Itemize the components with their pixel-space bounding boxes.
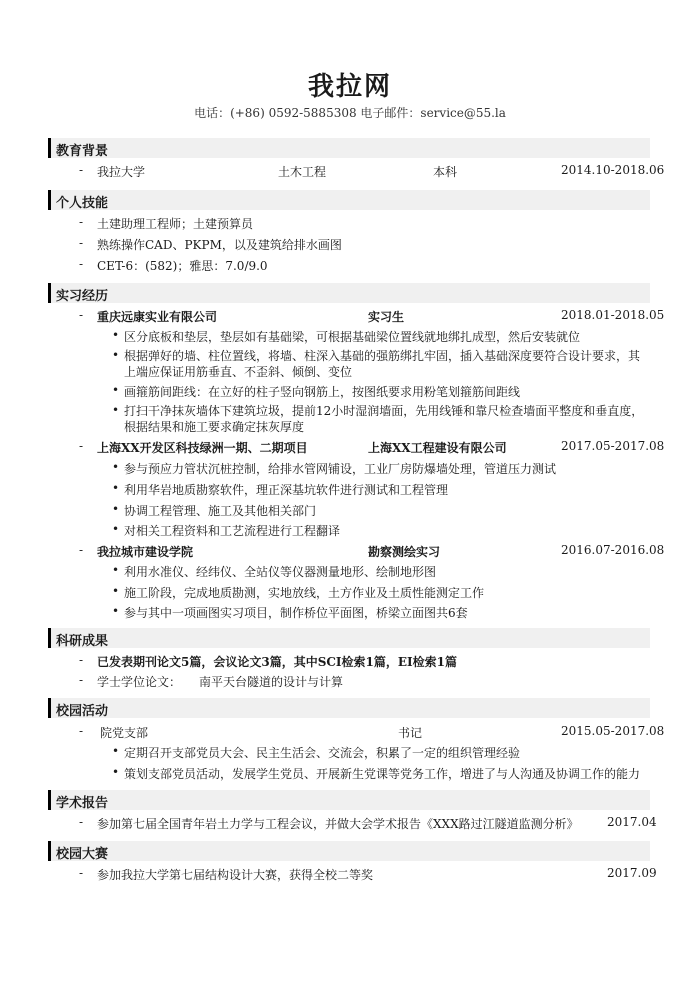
section-marker (48, 841, 51, 861)
school-name: 我拉大学 (97, 165, 146, 179)
job-detail: 对相关工程资料和工艺流程进行工程翻译 (124, 524, 341, 538)
campus-detail: 定期召开支部党员大会、民主生活会、交流会，积累了一定的组织管理经验 (124, 746, 521, 760)
education-date: 2014.10-2018.06 (561, 163, 665, 177)
job-detail: 区分底板和垫层，垫层如有基础梁，可根据基础梁位置线就地绑扎成型，然后安装就位 (124, 330, 581, 344)
job-detail: 参与预应力管状沉桩控制，给排水管网铺设，工业厂房防爆墙处理，管道压力测试 (124, 462, 557, 476)
section-contest (48, 841, 650, 861)
contest-date: 2017.09 (607, 866, 657, 880)
org-name: 院党支部 (100, 726, 149, 740)
job-detail: 施工阶段，完成地质勘测，实地放线，土方作业及土质性能测定工作 (124, 586, 485, 600)
section-title: 校园活动 (56, 704, 109, 719)
list-dash: - (79, 543, 84, 557)
contest-text: 参加我拉大学第七届结构设计大赛，获得全校二等奖 (97, 868, 374, 882)
thesis-label: 学士学位论文： (97, 675, 182, 689)
section-marker (48, 138, 51, 158)
section-experience (48, 283, 650, 303)
list-dash: - (79, 815, 84, 829)
campus-date: 2015.05-2017.08 (561, 724, 665, 738)
publications-summary: 已发表期刊论文5篇，会议论文3篇，其中SCI检索1篇，EI检索1篇 (97, 655, 457, 669)
bullet-dot: • (112, 328, 120, 342)
job-role: 实习生 (368, 310, 405, 324)
company-name: 上海XX开发区科技绿洲一期、二期项目 (97, 441, 308, 455)
list-dash: - (79, 257, 84, 271)
section-reports (48, 790, 650, 810)
bullet-dot: • (112, 744, 120, 758)
job-date: 2017.05-2017.08 (561, 439, 665, 453)
campus-detail: 策划支部党员活动，发展学生党员、开展新生党课等党务工作，增进了与人沟通及协调工作的能力 (124, 767, 641, 781)
list-dash: - (79, 439, 84, 453)
section-marker (48, 698, 51, 718)
report-date: 2017.04 (607, 815, 657, 829)
list-dash: - (79, 653, 84, 667)
bullet-dot: • (112, 563, 120, 577)
job-detail: 根据弹好的墙、柱位置线，将墙、柱深入基础的强筋绑扎牢固，插入基础深度要符合设计要求，其上端应保证用筋垂直、不歪斜、倾倒、变位 (124, 349, 641, 379)
campus-role: 书记 (398, 726, 423, 740)
section-title: 学术报告 (56, 796, 109, 811)
job-date: 2018.01-2018.05 (561, 308, 665, 322)
list-dash: - (79, 236, 84, 250)
section-marker (48, 790, 51, 810)
job-detail: 利用水准仪、经纬仪、全站仪等仪器测量地形、绘制地形图 (124, 565, 437, 579)
section-title: 科研成果 (56, 634, 109, 649)
bullet-dot: • (112, 383, 120, 397)
section-marker (48, 628, 51, 648)
list-dash: - (79, 163, 84, 177)
list-dash: - (79, 866, 84, 880)
bullet-dot: • (112, 604, 120, 618)
section-research (48, 628, 650, 648)
list-dash: - (79, 215, 84, 229)
section-title: 个人技能 (56, 196, 109, 211)
bullet-dot: • (112, 584, 120, 598)
section-marker (48, 283, 51, 303)
job-detail: 画箍筋间距线：在立好的柱子竖向钢筋上，按图纸要求用粉笔划箍筋间距线 (124, 385, 521, 399)
skill-item: CET-6：(582)；雅思：7.0/9.0 (97, 259, 268, 273)
report-text: 参加第七届全国青年岩土力学与工程会议，并做大会学术报告《XXX路过江隧道监测分析》 (97, 817, 579, 831)
section-marker (48, 190, 51, 210)
skill-item: 土建助理工程师；土建预算员 (97, 217, 254, 231)
resume-name: 我拉网 (307, 72, 392, 102)
major: 土木工程 (278, 165, 327, 179)
bullet-dot: • (112, 765, 120, 779)
bullet-dot: • (112, 348, 120, 362)
job-detail: 协调工程管理、施工及其他相关部门 (124, 504, 317, 518)
job-detail: 打扫干净抹灰墙体下建筑垃圾，提前12小时湿润墙面，先用线锤和靠尺检查墙面平整度和垂直度，根据结果和施工要求确定抹灰厚度 (124, 404, 644, 434)
job-detail: 参与其中一项画图实习项目，制作桥位平面图，桥梁立面图共6套 (124, 606, 468, 620)
list-dash: - (79, 724, 84, 738)
job-role: 上海XX工程建设有限公司 (368, 441, 507, 455)
section-title: 教育背景 (56, 144, 109, 159)
section-campus (48, 698, 650, 718)
company-name: 重庆远康实业有限公司 (97, 310, 218, 324)
job-detail: 利用华岩地质勘察软件，理正深基坑软件进行测试和工程管理 (124, 483, 449, 497)
bullet-dot: • (112, 403, 120, 417)
thesis-title: 南平天台隧道的设计与计算 (199, 675, 344, 689)
bullet-dot: • (112, 460, 120, 474)
skill-item: 熟练操作CAD、PKPM，以及建筑给排水画图 (97, 238, 342, 252)
company-name: 我拉城市建设学院 (97, 545, 194, 559)
job-date: 2016.07-2016.08 (561, 543, 665, 557)
section-title: 校园大赛 (56, 847, 109, 862)
bullet-dot: • (112, 522, 120, 536)
list-dash: - (79, 308, 84, 322)
list-dash: - (79, 673, 84, 687)
bullet-dot: • (112, 481, 120, 495)
contact-info: 电话：(+86) 0592-5885308 电子邮件：service@55.la (194, 106, 506, 120)
degree: 本科 (433, 165, 458, 179)
section-title: 实习经历 (56, 289, 109, 304)
bullet-dot: • (112, 502, 120, 516)
section-education (48, 138, 650, 158)
section-skills (48, 190, 650, 210)
job-role: 勘察测绘实习 (368, 545, 441, 559)
